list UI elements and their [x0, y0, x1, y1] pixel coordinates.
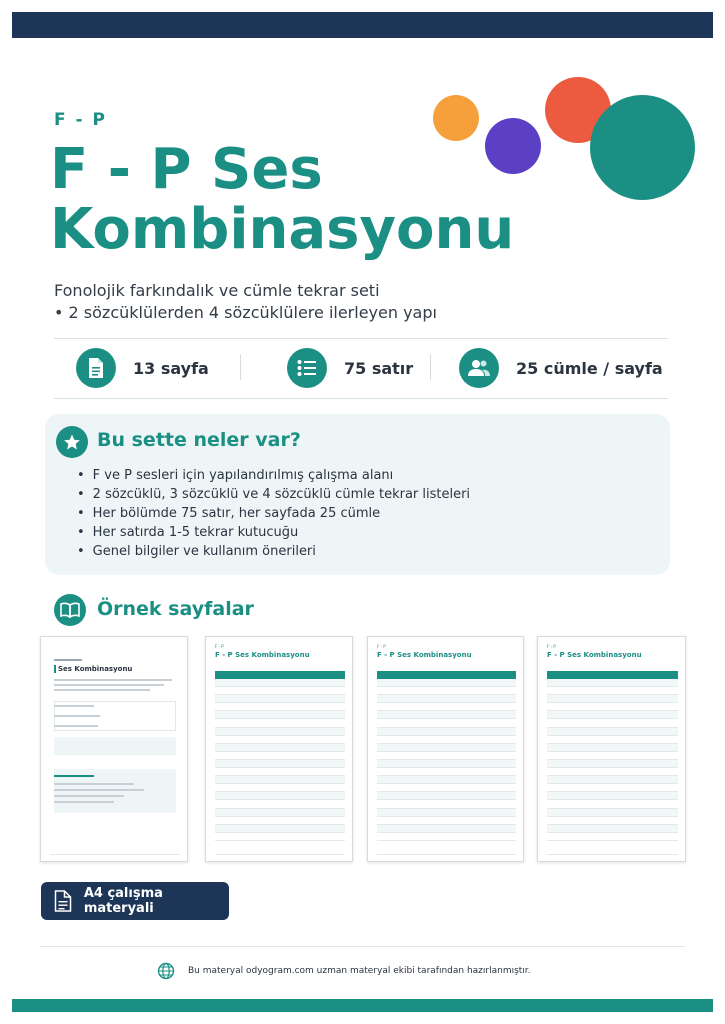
thumbnail-table-row: [215, 768, 345, 776]
list-item: • Genel bilgiler ve kullanım önerileri: [77, 542, 470, 561]
footer-divider: [40, 946, 685, 947]
thumbnail-header: F - P Ses Kombinasyonu: [547, 651, 642, 659]
thumbnail-table-row: [215, 809, 345, 817]
thumbnail-text-line: [54, 684, 164, 686]
thumbnail-table-row: [215, 736, 345, 744]
document-icon: [53, 888, 74, 914]
thumbnail-table-row: [547, 809, 678, 817]
thumbnail-table-row: [377, 695, 516, 703]
thumbnail-table-row: [547, 752, 678, 760]
thumbnail-table-row: [377, 800, 516, 808]
thumbnail-table-row: [547, 711, 678, 719]
stat-separator: [240, 354, 241, 380]
thumbnail-table-row: [215, 792, 345, 800]
thumbnail-table: [377, 671, 516, 841]
thumbnail-text-line: [54, 705, 94, 707]
thumbnail-table-row: [215, 687, 345, 695]
thumbnail-table-row: [547, 687, 678, 695]
thumbnail-text-line: [54, 801, 114, 803]
thumbnail-table-row: [377, 679, 516, 687]
thumbnail-header: F - P Ses Kombinasyonu: [215, 651, 310, 659]
thumbnail-text-line: [54, 679, 172, 681]
sample-page-thumbnail-list-2: [367, 636, 524, 862]
thumbnail-text-line: [54, 783, 134, 785]
thumbnail-table-row: [215, 760, 345, 768]
thumbnail-table-row: [377, 817, 516, 825]
thumbnail-table: [215, 671, 345, 841]
thumbnail-text-line: [54, 775, 94, 777]
thumbnail-table-row: [215, 695, 345, 703]
decorative-orange-circle: [433, 95, 479, 141]
thumbnail-footer-line: [377, 854, 516, 855]
thumbnail-table-row: [547, 703, 678, 711]
thumbnail-table-row: [377, 687, 516, 695]
a4-material-label: A4 çalışma materyali: [83, 886, 163, 916]
thumbnail-table-row: [547, 695, 678, 703]
thumbnail-footer-line: [215, 854, 345, 855]
list-icon: [287, 348, 327, 388]
thumbnail-table-row: [547, 825, 678, 833]
thumbnail-footer-line: [547, 854, 678, 855]
sample-page-thumbnail-info: [40, 636, 188, 862]
book-icon: [54, 594, 86, 626]
thumbnail-table-row: [547, 792, 678, 800]
features-list: [77, 466, 470, 561]
users-icon: [459, 348, 499, 388]
features-title: Bu sette neler var?: [97, 429, 301, 451]
thumbnail-table-row: [377, 792, 516, 800]
thumbnail-table-row: [215, 784, 345, 792]
thumbnail-note-box: [54, 737, 176, 755]
document-icon: [76, 348, 116, 388]
thumbnail-table-row: [215, 752, 345, 760]
features-panel: [45, 414, 670, 575]
thumbnail-table-row: [377, 752, 516, 760]
stat-sentences: [459, 346, 663, 390]
stat-pages-label: 13 sayfa: [133, 358, 209, 378]
thumbnail-table-row: [377, 768, 516, 776]
thumbnail-eyebrow: F - P: [377, 644, 386, 649]
list-item: • Her bölümde 75 satır, her sayfada 25 cümle: [77, 504, 470, 523]
thumbnail-table-row: [377, 825, 516, 833]
sample-page-thumbnail-list-1: [205, 636, 353, 862]
divider-bottom: [54, 398, 668, 399]
thumbnail-table-row: [215, 817, 345, 825]
thumbnail-table-row: [377, 784, 516, 792]
thumbnail-table-row: [377, 744, 516, 752]
list-item: • F ve P sesleri için yapılandırılmış çalışma alanı: [77, 466, 470, 485]
stat-pages: [76, 346, 209, 390]
thumbnail-table-row: [377, 703, 516, 711]
footer-credit: Bu materyal odyogram.com uzman materyal ekibi tarafından hazırlanmıştır.: [188, 966, 531, 976]
thumbnail-table-row: [377, 719, 516, 727]
top-banner-bar: [12, 12, 713, 38]
bottom-banner-bar: [12, 999, 713, 1012]
thumbnail-table-row: [547, 679, 678, 687]
sample-page-thumbnail-list-3: [537, 636, 686, 862]
thumbnail-table-row: [547, 736, 678, 744]
thumbnail-text-line: [54, 689, 150, 691]
thumbnail-eyebrow: F - P: [215, 644, 224, 649]
thumbnail-table-row: [215, 679, 345, 687]
thumbnail-table-row: [377, 711, 516, 719]
thumbnail-table-row: [547, 744, 678, 752]
thumbnail-table-row: [547, 833, 678, 841]
thumbnail-table-row: [377, 728, 516, 736]
thumbnail-table: [547, 671, 678, 841]
stat-rows: [287, 346, 413, 390]
thumbnail-table-row: [377, 760, 516, 768]
thumbnail-table-header: [547, 671, 678, 679]
thumbnail-table-row: [547, 719, 678, 727]
thumbnail-table-row: [215, 776, 345, 784]
thumbnail-table-header: [215, 671, 345, 679]
thumbnail-table-row: [547, 760, 678, 768]
thumbnail-footer-line: [50, 854, 180, 855]
thumbnail-text-line: [54, 795, 124, 797]
a4-material-button[interactable]: [41, 882, 229, 920]
thumbnail-table-row: [377, 833, 516, 841]
thumbnail-eyebrow: F - P: [547, 644, 556, 649]
list-item: • Her satırda 1-5 tekrar kutucuğu: [77, 523, 470, 542]
stat-rows-label: 75 satır: [344, 358, 414, 378]
subtitle-bullet: • 2 sözcüklülerden 4 sözcüklülere ilerleyen yapı: [54, 303, 437, 322]
thumbnail-text-line: [54, 715, 100, 717]
examples-title: Örnek sayfalar: [97, 598, 254, 620]
thumbnail-header: F - P Ses Kombinasyonu: [377, 651, 472, 659]
stats-row: [54, 346, 668, 390]
thumbnail-table-row: [547, 817, 678, 825]
star-icon: [56, 426, 88, 458]
thumbnail-table-row: [215, 703, 345, 711]
page-title: F - P Ses Kombinasyonu: [50, 137, 515, 262]
thumbnail-header: Ses Kombinasyonu: [54, 665, 132, 673]
thumbnail-table-row: [377, 776, 516, 784]
thumbnail-text-line: [54, 789, 144, 791]
list-item: • 2 sözcüklü, 3 sözcüklü ve 4 sözcüklü cümle tekrar listeleri: [77, 485, 470, 504]
thumbnail-table-row: [377, 809, 516, 817]
thumbnail-table-header: [377, 671, 516, 679]
globe-icon: [157, 962, 175, 980]
eyebrow-label: F - P: [54, 110, 107, 130]
thumbnail-table-row: [215, 719, 345, 727]
thumbnail-table-row: [215, 728, 345, 736]
thumbnail-table-row: [215, 833, 345, 841]
divider-top: [54, 338, 668, 339]
thumbnail-table-row: [215, 711, 345, 719]
thumbnail-label-line: [54, 659, 82, 661]
thumbnail-table-row: [377, 736, 516, 744]
subtitle: Fonolojik farkındalık ve cümle tekrar seti: [54, 281, 380, 300]
thumbnail-table-row: [547, 800, 678, 808]
thumbnail-table-row: [215, 744, 345, 752]
thumbnail-table-row: [547, 776, 678, 784]
stat-sentences-label: 25 cümle / sayfa: [516, 358, 663, 378]
thumbnail-table-row: [547, 784, 678, 792]
thumbnail-text-line: [54, 725, 98, 727]
stat-separator: [430, 354, 431, 380]
thumbnail-table-row: [547, 768, 678, 776]
thumbnail-table-row: [547, 728, 678, 736]
thumbnail-table-row: [215, 800, 345, 808]
decorative-teal-circle: [590, 95, 695, 200]
thumbnail-table-row: [215, 825, 345, 833]
